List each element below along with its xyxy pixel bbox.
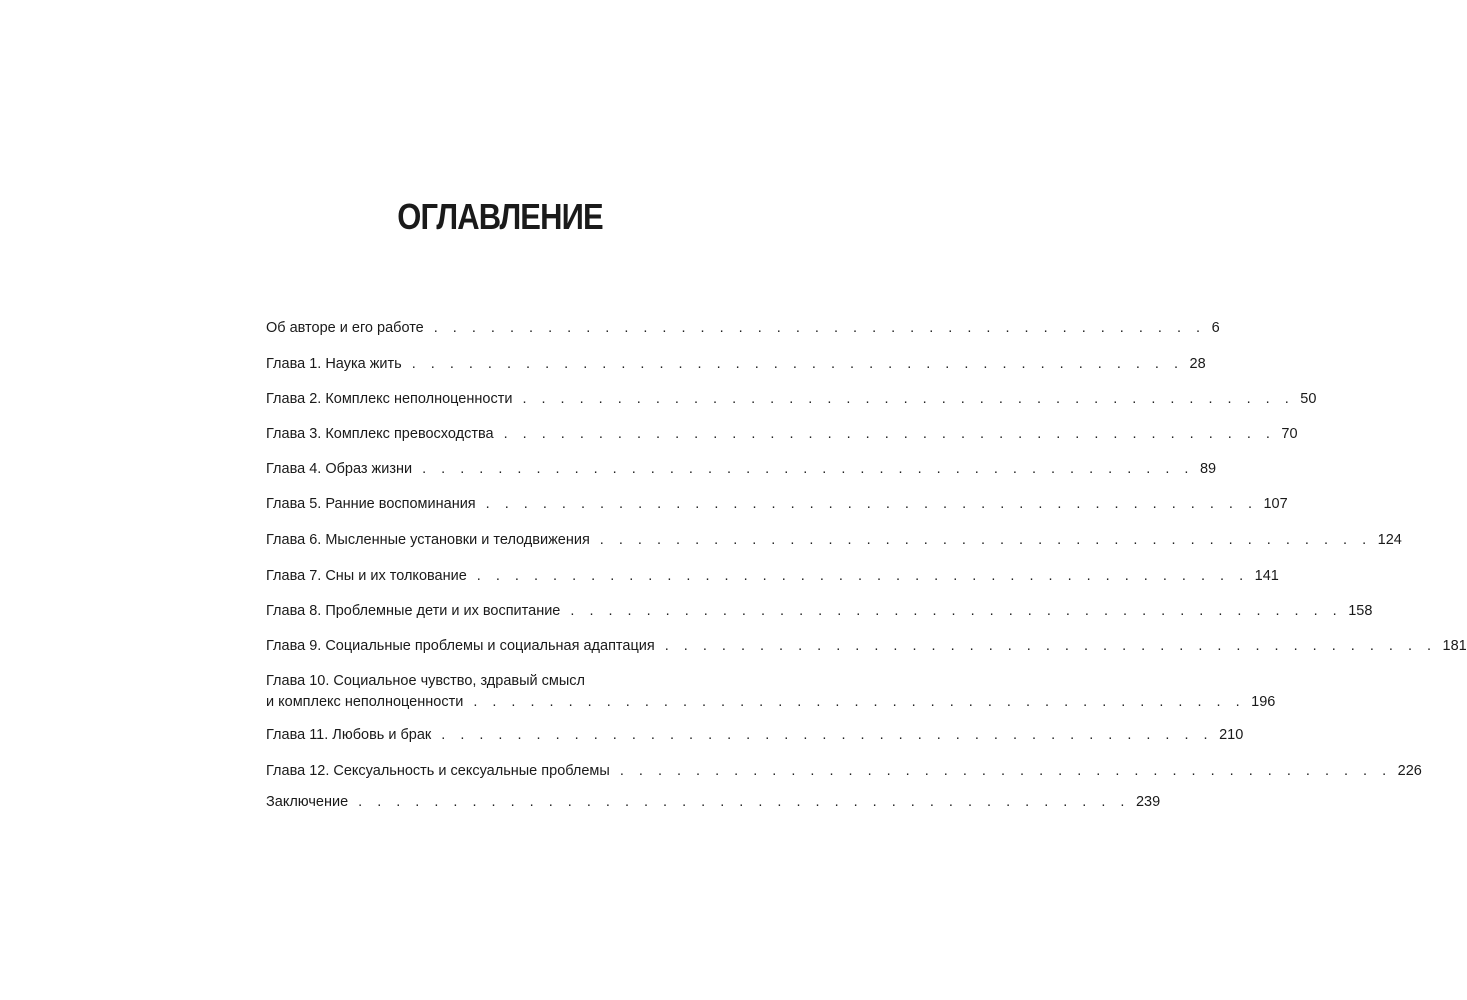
toc-entry-title: Глава 12. Сексуальность и сексуальные проблемы	[266, 763, 610, 779]
dot-leader: . . . . . . . . . . . . . . . . . . . . . . . . . . . . . . . . . . . . . . . . .	[522, 391, 1295, 407]
toc-entry	[266, 566, 1279, 587]
dot-leader: . . . . . . . . . . . . . . . . . . . . . . . . . . . . . . . . . . . . . . . . .	[411, 356, 1184, 372]
dot-leader: . . . . . . . . . . . . . . . . . . . . . . . . . . . . . . . . . . . . . . . . .	[599, 532, 1372, 548]
dot-leader: . . . . . . . . . . . . . . . . . . . . . . . . . . . . . . . . . . . . . . . . .	[441, 727, 1214, 743]
toc-entry	[266, 318, 1220, 339]
dot-leader: . . . . . . . . . . . . . . . . . . . . . . . . . . . . . . . . . . . . . . . . .	[433, 320, 1206, 336]
toc-entry-title: Глава 6. Мысленные установки и телодвижения	[266, 532, 590, 548]
toc-entry-title: Глава 9. Социальные проблемы и социальная адаптация	[266, 638, 655, 654]
toc-entry	[266, 636, 1467, 657]
toc-entry-page: 107	[1263, 496, 1288, 512]
toc-entry-page: 239	[1135, 794, 1161, 810]
toc-entry-page: 124	[1377, 532, 1402, 548]
toc-entry-title-line1: Глава 10. Социальное чувство, здравый смысл	[266, 673, 585, 689]
toc-entry-title-line2: и комплекс неполноценности	[266, 694, 464, 710]
dot-leader: . . . . . . . . . . . . . . . . . . . . . . . . . . . . . . . . . . . . . . . . .	[476, 568, 1249, 584]
toc-entry	[266, 792, 1161, 813]
toc-entry-title: Глава 2. Комплекс неполноценности	[266, 391, 513, 407]
toc-entry-page: 70	[1281, 426, 1298, 442]
toc-entry-page: 28	[1189, 356, 1206, 372]
dot-leader: . . . . . . . . . . . . . . . . . . . . . . . . . . . . . . . . . . . . . . . . .	[664, 638, 1437, 654]
page-title: ОГЛАВЛЕНИЕ	[397, 196, 603, 238]
toc-entry	[266, 671, 1276, 713]
toc-entry-page: 141	[1254, 568, 1279, 584]
toc-entry-title: Глава 3. Комплекс превосходства	[266, 426, 494, 442]
toc-entry	[266, 459, 1217, 480]
dot-leader: . . . . . . . . . . . . . . . . . . . . . . . . . . . . . . . . . . . . . . . . .	[422, 461, 1194, 477]
toc-entry	[266, 494, 1288, 515]
toc-entry	[266, 601, 1373, 622]
toc-entry-title: Глава 7. Сны и их толкование	[266, 568, 467, 584]
toc-entry-title: Заключение	[266, 794, 349, 810]
dot-leader: . . . . . . . . . . . . . . . . . . . . . . . . . . . . . . . . . . . . . . . . .	[358, 794, 1130, 810]
toc-entry-page: 6	[1211, 320, 1220, 336]
toc-entry-page: 89	[1199, 461, 1217, 477]
toc-entry	[266, 354, 1206, 375]
toc-entry	[266, 761, 1422, 782]
toc-entry	[266, 530, 1402, 551]
dot-leader: . . . . . . . . . . . . . . . . . . . . . . . . . . . . . . . . . . . . . . . . .	[485, 496, 1258, 512]
toc-entry-title: Глава 8. Проблемные дети и их воспитание	[266, 603, 561, 619]
toc-entry-title: Глава 11. Любовь и брак	[266, 727, 432, 743]
toc-entry-title: Глава 1. Наука жить	[266, 356, 402, 372]
toc-entry-page: 181	[1442, 638, 1467, 654]
dot-leader: . . . . . . . . . . . . . . . . . . . . . . . . . . . . . . . . . . . . . . . . .	[473, 694, 1246, 710]
toc-entry-page: 226	[1397, 763, 1422, 779]
toc-entry-title: Об авторе и его работе	[266, 320, 424, 336]
toc-entry	[266, 424, 1298, 445]
toc-entry	[266, 725, 1244, 746]
toc-entry-page: 210	[1219, 727, 1244, 743]
dot-leader: . . . . . . . . . . . . . . . . . . . . . . . . . . . . . . . . . . . . . . . . .	[619, 763, 1392, 779]
dot-leader: . . . . . . . . . . . . . . . . . . . . . . . . . . . . . . . . . . . . . . . . .	[570, 603, 1343, 619]
toc-entry-page: 50	[1300, 391, 1317, 407]
toc-entry-page: 158	[1348, 603, 1373, 619]
dot-leader: . . . . . . . . . . . . . . . . . . . . . . . . . . . . . . . . . . . . . . . . .	[503, 426, 1276, 442]
toc-entry	[266, 389, 1317, 410]
toc-entry-title: Глава 4. Образ жизни	[266, 461, 413, 477]
toc-entry-title: Глава 5. Ранние воспоминания	[266, 496, 476, 512]
toc-entry-page: 196	[1251, 694, 1276, 710]
